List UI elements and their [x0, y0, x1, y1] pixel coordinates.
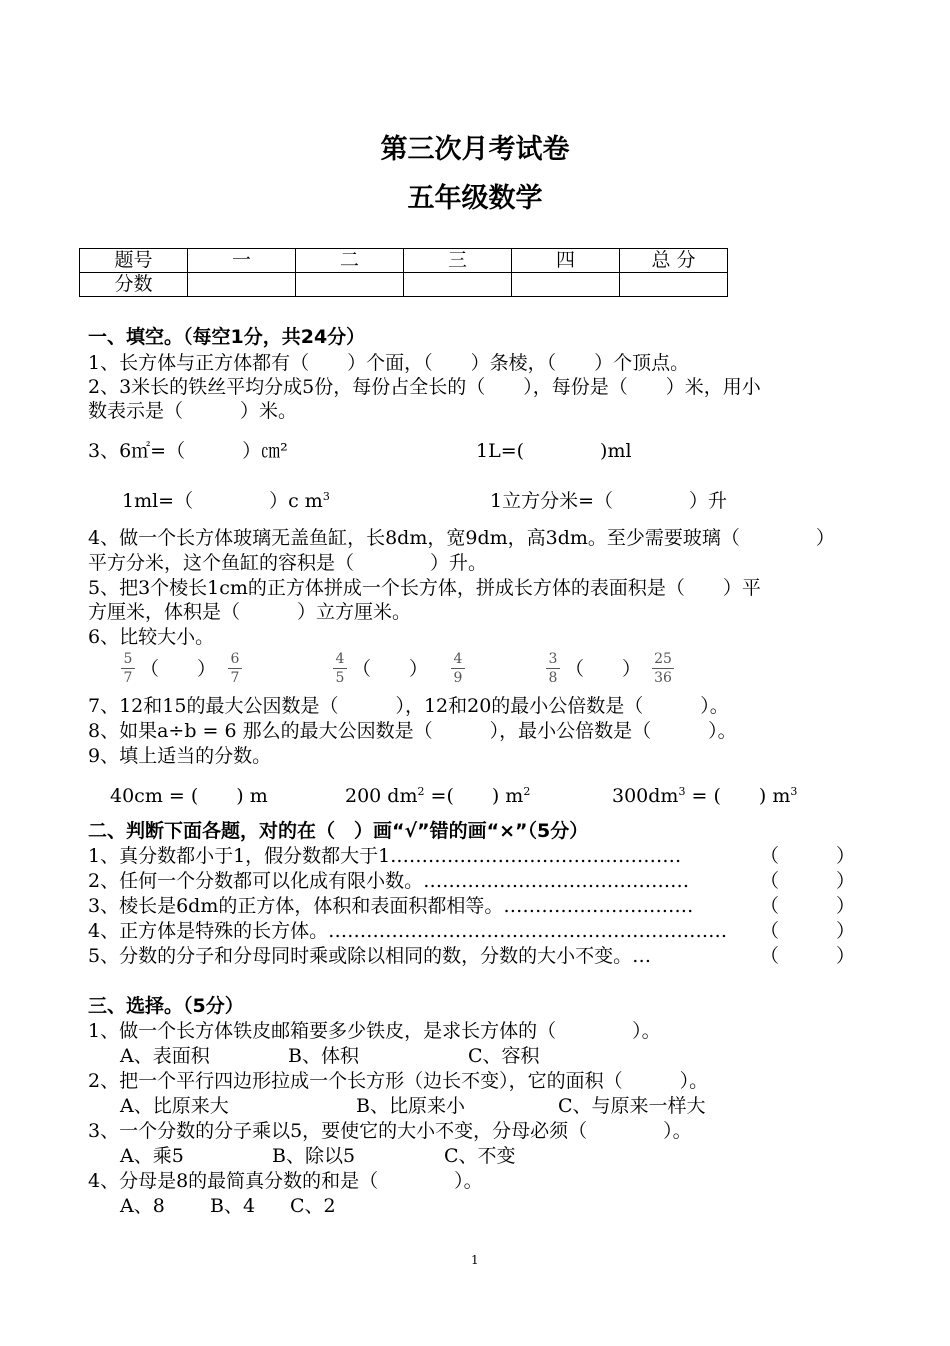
question-7: 7、12和15的最大公因数是（ ），12和20的最小公倍数是（ ）。 [88, 695, 729, 717]
choice-option[interactable]: C、2 [290, 1195, 336, 1217]
question-6: 6、比较大小。 [88, 626, 215, 648]
exam-subtitle: 五年级数学 [407, 183, 543, 214]
question-3-ml [122, 492, 330, 511]
question-9: 9、填上适当的分数。 [88, 745, 272, 767]
judge-item: 4、正方体是特殊的长方体。……………………………………………………… [88, 920, 728, 942]
question-9a: 40cm = ( ) m [110, 785, 268, 807]
superscript: 2 [523, 785, 531, 798]
fraction: 25 36 [652, 652, 674, 685]
judge-item: 5、分数的分子和分母同时乘或除以相同的数，分数的大小不变。… [88, 945, 652, 967]
choice-option[interactable]: A、8 [120, 1195, 165, 1217]
score-entry-cell[interactable] [188, 273, 296, 297]
choice-option[interactable]: B、体积 [288, 1045, 359, 1067]
judge-item: 2、任何一个分数都可以化成有限小数。…………………………………… [88, 870, 690, 892]
superscript: 2 [417, 785, 425, 798]
section2-heading: 二、判断下面各题，对的在（ ）画“√”错的画“×”（5分） [88, 820, 589, 842]
fraction: 4 9 [451, 652, 465, 685]
section1-heading: 一、填空。（每空1分，共24分） [88, 326, 366, 348]
choice-question-4: 4、分母是8的最简真分数的和是（ ）。 [88, 1170, 483, 1192]
question-3-volume: 1L=( )ml [476, 440, 632, 462]
choice-option[interactable]: B、除以5 [272, 1145, 356, 1167]
table-cell: 一 [188, 249, 296, 273]
choice-question-3: 3、一个分数的分子乘以5，要使它的大小不变，分母必须（ ）。 [88, 1120, 692, 1142]
page-number: 1 [471, 1253, 479, 1267]
score-entry-cell[interactable] [512, 273, 620, 297]
compare-blank[interactable]: （ ） [140, 658, 217, 680]
question-9c: $300dm^3$ = ( ) $m^3$ [612, 785, 798, 807]
choice-question-1: 1、做一个长方体铁皮邮箱要多少铁皮，是求长方体的（ ）。 [88, 1020, 661, 1042]
judge-answer-blank[interactable]: （ ） [760, 895, 856, 917]
question-9b: 200 $dm^2$ =( ) $m^2$ [345, 785, 531, 807]
question-2-line1: 2、3米长的铁丝平均分成5份，每份占全长的（ ），每份是（ ）米，用小 [88, 376, 761, 398]
table-cell: 二 [296, 249, 404, 273]
fraction: 6 7 [228, 652, 242, 685]
choice-option[interactable]: A、表面积 [120, 1045, 210, 1067]
compare-blank[interactable]: （ ） [565, 658, 642, 680]
question-4-line2: 平方分米，这个鱼缸的容积是（ ）升。 [88, 552, 488, 574]
section3-heading: 三、选择。（5分） [88, 995, 244, 1017]
choice-option[interactable]: A、乘5 [120, 1145, 184, 1167]
table-cell: 题号 [80, 249, 188, 273]
table-cell: 总 分 [620, 249, 728, 273]
fraction: 3 8 [546, 652, 560, 685]
score-entry-cell[interactable] [296, 273, 404, 297]
question-3-area: 3、6㎡=（ ）㎝² [88, 440, 288, 462]
judge-answer-blank[interactable]: （ ） [760, 870, 856, 892]
question-3-ml-text: 1ml=（ ）c m [122, 490, 323, 512]
choice-option[interactable]: C、容积 [468, 1045, 540, 1067]
score-entry-cell[interactable] [620, 273, 728, 297]
judge-answer-blank[interactable]: （ ） [760, 945, 856, 967]
question-2-line2: 数表示是（ ）米。 [88, 400, 298, 422]
question-1: 1、长方体与正方体都有（ ）个面，（ ）条棱，（ ）个顶点。 [88, 352, 690, 374]
question-4-line1: 4、做一个长方体玻璃无盖鱼缸，长8dm，宽9dm，高3dm。至少需要玻璃（ ） [88, 527, 835, 549]
score-table-header-row [80, 249, 728, 273]
fraction: 4 5 [333, 652, 347, 685]
choice-option[interactable]: B、比原来小 [356, 1095, 465, 1117]
question-5-line1: 5、把3个棱长1cm的正方体拼成一个长方体，拼成长方体的表面积是（ ）平 [88, 577, 761, 599]
choice-option[interactable]: C、与原来一样大 [558, 1095, 706, 1117]
question-3-liter: 1立方分米=（ ）升 [490, 490, 728, 512]
question-5-line2: 方厘米，体积是（ ）立方厘米。 [88, 601, 412, 623]
score-table [79, 248, 728, 297]
judge-answer-blank[interactable]: （ ） [760, 920, 856, 942]
compare-blank[interactable]: （ ） [352, 658, 429, 680]
choice-option[interactable]: B、4 [210, 1195, 256, 1217]
superscript: 3 [678, 785, 686, 798]
choice-option[interactable]: C、不变 [444, 1145, 516, 1167]
exam-title: 第三次月考试卷 [380, 134, 570, 165]
judge-answer-blank[interactable]: （ ） [760, 845, 856, 867]
judge-item: 1、真分数都小于1，假分数都大于1.……………………………………… [88, 845, 682, 867]
score-entry-cell[interactable] [404, 273, 512, 297]
question-8: 8、如果a÷b = 6 那么的最大公因数是（ ），最小公倍数是（ ）。 [88, 720, 737, 742]
choice-option[interactable]: A、比原来大 [120, 1095, 229, 1117]
superscript: 3 [322, 490, 330, 503]
table-cell: 分数 [80, 273, 188, 297]
table-cell: 四 [512, 249, 620, 273]
choice-question-2: 2、把一个平行四边形拉成一个长方形（边长不变），它的面积（ ）。 [88, 1070, 709, 1092]
superscript: 3 [790, 785, 798, 798]
fraction: 5 7 [121, 652, 135, 685]
score-table-score-row [80, 273, 728, 297]
table-cell: 三 [404, 249, 512, 273]
judge-item: 3、棱长是6dm的正方体，体积和表面积都相等。………………………… [88, 895, 694, 917]
